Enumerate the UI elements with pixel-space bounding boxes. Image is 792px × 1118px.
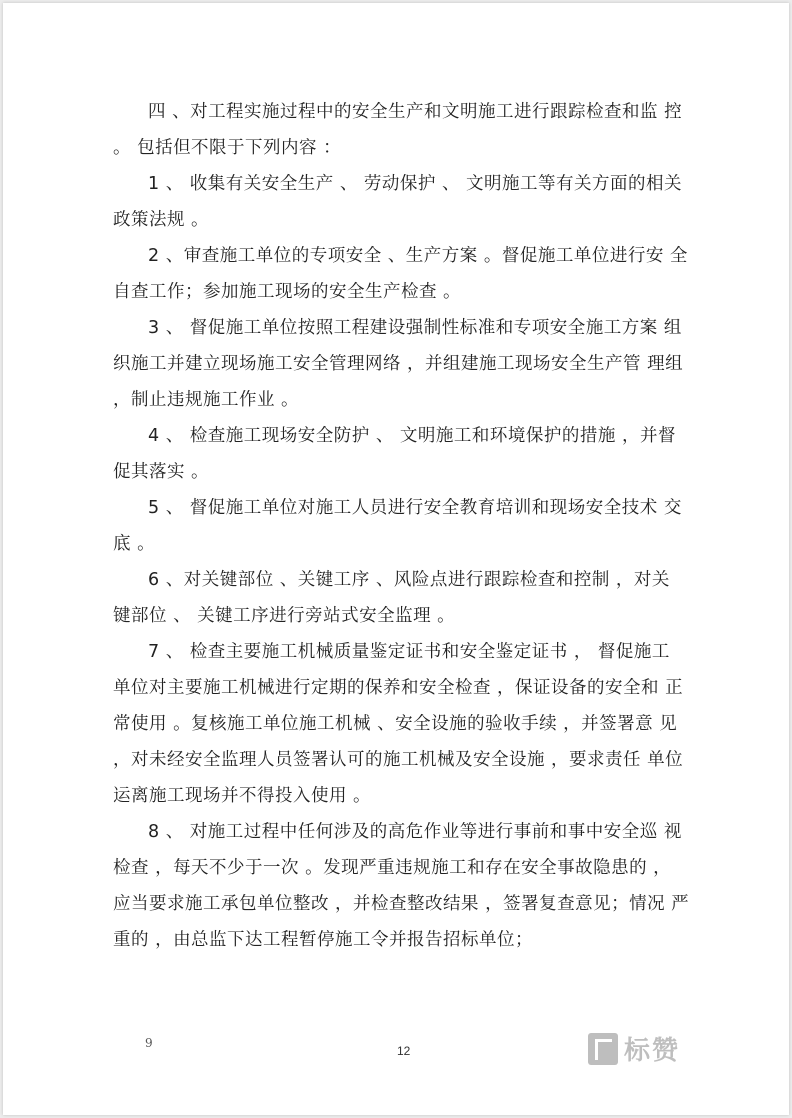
paragraph-item-5: 5 、 督促施工单位对施工人员进行安全教育培训和现场安全技术 交底 。	[113, 498, 682, 554]
document-page	[3, 3, 789, 1115]
paragraph-item-2: 2 、审查施工单位的专项安全 、生产方案 。督促施工单位进行安 全自查工作；参加施工现场的安全生产检查 。	[113, 246, 688, 302]
biaozan-logo-icon	[588, 1033, 618, 1065]
paragraph-item-3: 3 、 督促施工单位按照工程建设强制性标准和专项安全施工方案 组织施工并建立现场施工安全管理网络 ，并组建施工现场安全生产管 理组 ，制止违规施工作业 。	[113, 318, 684, 410]
page-number: 12	[397, 1044, 411, 1058]
document-body	[113, 94, 691, 958]
footer-left-number: 9	[145, 1036, 153, 1050]
watermark-text: 标赞	[624, 1036, 681, 1066]
paragraph-item-8: 8 、 对施工过程中任何涉及的高危作业等进行事前和事中安全巡 视检查 ，每天不少于一次 。发现严重违规施工和存在安全事故隐患的 ， 应当要求施工承包单位整改 ，并检查整改结果 ，签署复查意见；情况 严重的 ，由总监下达工程暂停施工令并报告招标单位；	[113, 822, 690, 950]
watermark	[588, 1030, 680, 1067]
paragraph-item-7: 7 、 检查主要施工机械质量鉴定证书和安全鉴定证书 ， 督促施工 单位对主要施工机械进行定期的保养和安全检查 ，保证设备的安全和 正常使用 。复核施工单位施工机械 、安全设施的验收手续 ，并签署意 见 ，对未经安全监理人员签署认可的施工机械及安全设施 ，要求责任 单位运离施工现场并不得投入使用 。	[113, 642, 684, 806]
paragraph-item-6: 6 、对关键部位 、关键工序 、风险点进行跟踪检查和控制 ，对关 键部位 、 关键工序进行旁站式安全监理 。	[113, 570, 670, 626]
paragraph-item-1: 1 、 收集有关安全生产 、 劳动保护 、 文明施工等有关方面的相关 政策法规 。	[113, 174, 683, 230]
paragraph-section-4: 四 、对工程实施过程中的安全生产和文明施工进行跟踪检查和监 控 。 包括但不限于下列内容 ：	[113, 102, 683, 158]
paragraph-item-4: 4 、 检查施工现场安全防护 、 文明施工和环境保护的措施 ，并督促其落实 。	[113, 426, 676, 482]
